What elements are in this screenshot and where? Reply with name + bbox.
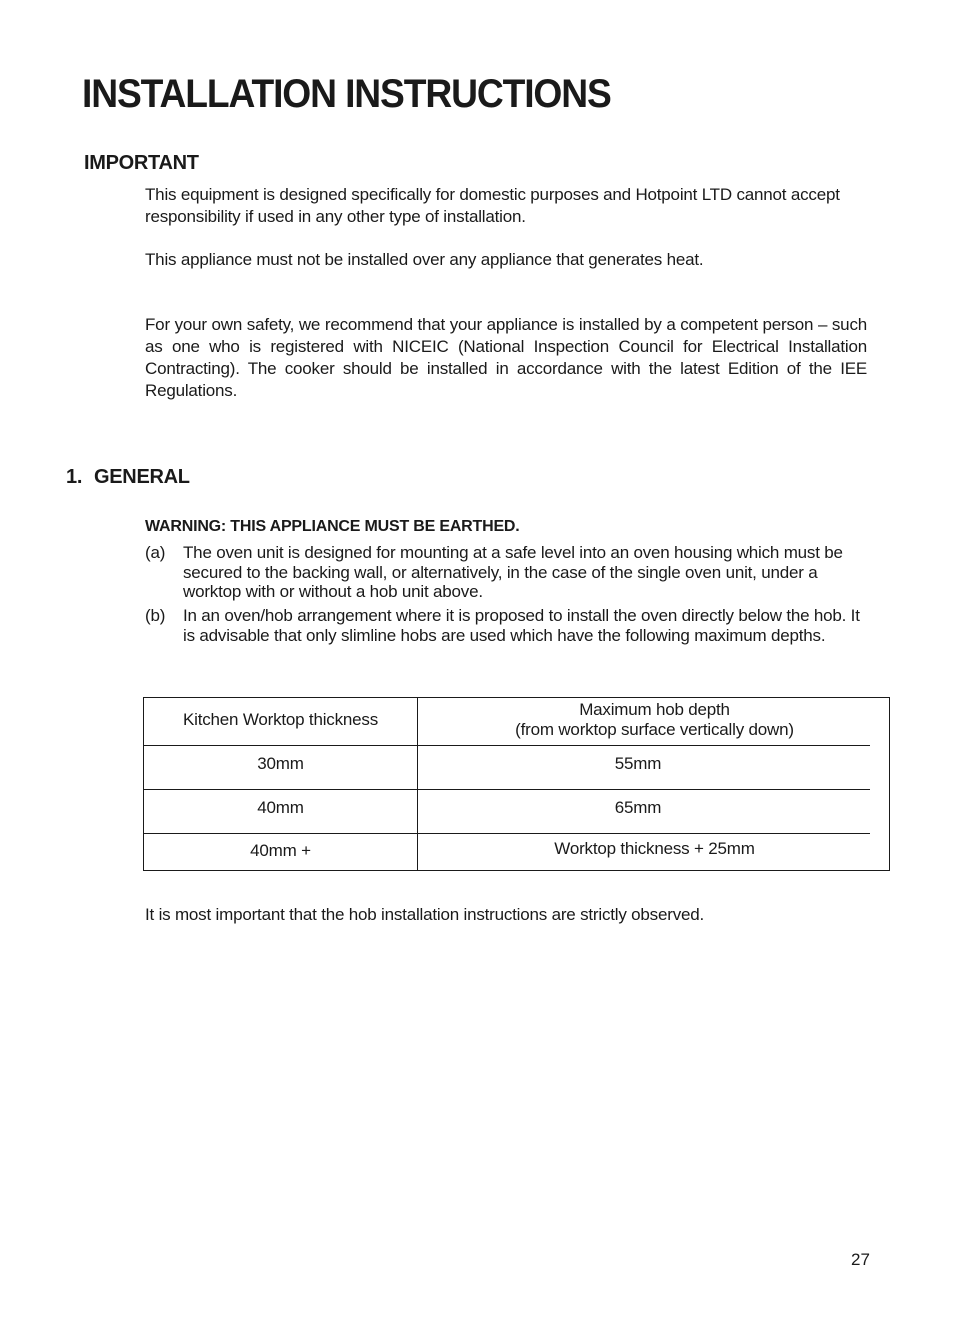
table-header-max-hob-depth: Maximum hob depth <box>579 700 730 719</box>
page-number: 27 <box>851 1250 870 1269</box>
table-cell-thickness-3: 40mm + <box>250 841 311 860</box>
important-heading: IMPORTANT <box>84 152 199 174</box>
list-item-b <box>145 606 867 666</box>
important-paragraph-domestic: This equipment is designed specifically for domestic purposes and Hotpoint LTD cannot accept responsibility if used in any other type of installation. <box>145 185 840 226</box>
table-cell-thickness-1: 30mm <box>257 754 304 773</box>
list-marker-a: (a) <box>145 543 166 562</box>
table-cell-depth-2: 65mm <box>614 798 662 817</box>
general-section-number: 1. <box>66 466 83 488</box>
page-title: INSTALLATION INSTRUCTIONS <box>82 72 611 116</box>
table-row-divider <box>144 745 870 746</box>
list-item-a <box>145 543 867 603</box>
table-cell-depth-1: 55mm <box>614 754 662 773</box>
table-header-worktop-thickness: Kitchen Worktop thickness <box>183 710 378 729</box>
general-heading-label: GENERAL <box>94 466 190 488</box>
earthing-warning: WARNING: THIS APPLIANCE MUST BE EARTHED. <box>145 518 520 535</box>
table-row-divider <box>144 789 870 790</box>
list-text-a: The oven unit is designed for mounting at a safe level into an oven housing which must be secured to the backing wall, or alternatively, in the case of the single oven unit, under a worktop with or without a hob unit above. <box>183 543 843 601</box>
general-heading <box>66 466 190 489</box>
table-row-divider <box>144 833 870 834</box>
list-marker-b: (b) <box>145 606 166 625</box>
table-cell-thickness-2: 40mm <box>257 798 304 817</box>
closing-note: It is most important that the hob installation instructions are strictly observed. <box>145 905 705 924</box>
hob-depth-table <box>143 697 890 871</box>
important-paragraph-heat: This appliance must not be installed over any appliance that generates heat. <box>145 250 704 269</box>
list-text-b: In an oven/hob arrangement where it is proposed to install the oven directly below the hob. It is advisable that only slimline hobs are used which have the following maximum depths. <box>183 606 860 645</box>
important-paragraph-safety: For your own safety, we recommend that your appliance is installed by a competent person – such as one who is registered with NICEIC (National Inspection Council for Electrical Installation Contracting). The cooker should be installed in accordance with the latest Edition of the IEE Regulations. <box>145 315 867 400</box>
table-cell-depth-3: Worktop thickness + 25mm <box>554 839 755 858</box>
table-header-max-hob-depth-note: (from worktop surface vertically down) <box>515 720 794 739</box>
